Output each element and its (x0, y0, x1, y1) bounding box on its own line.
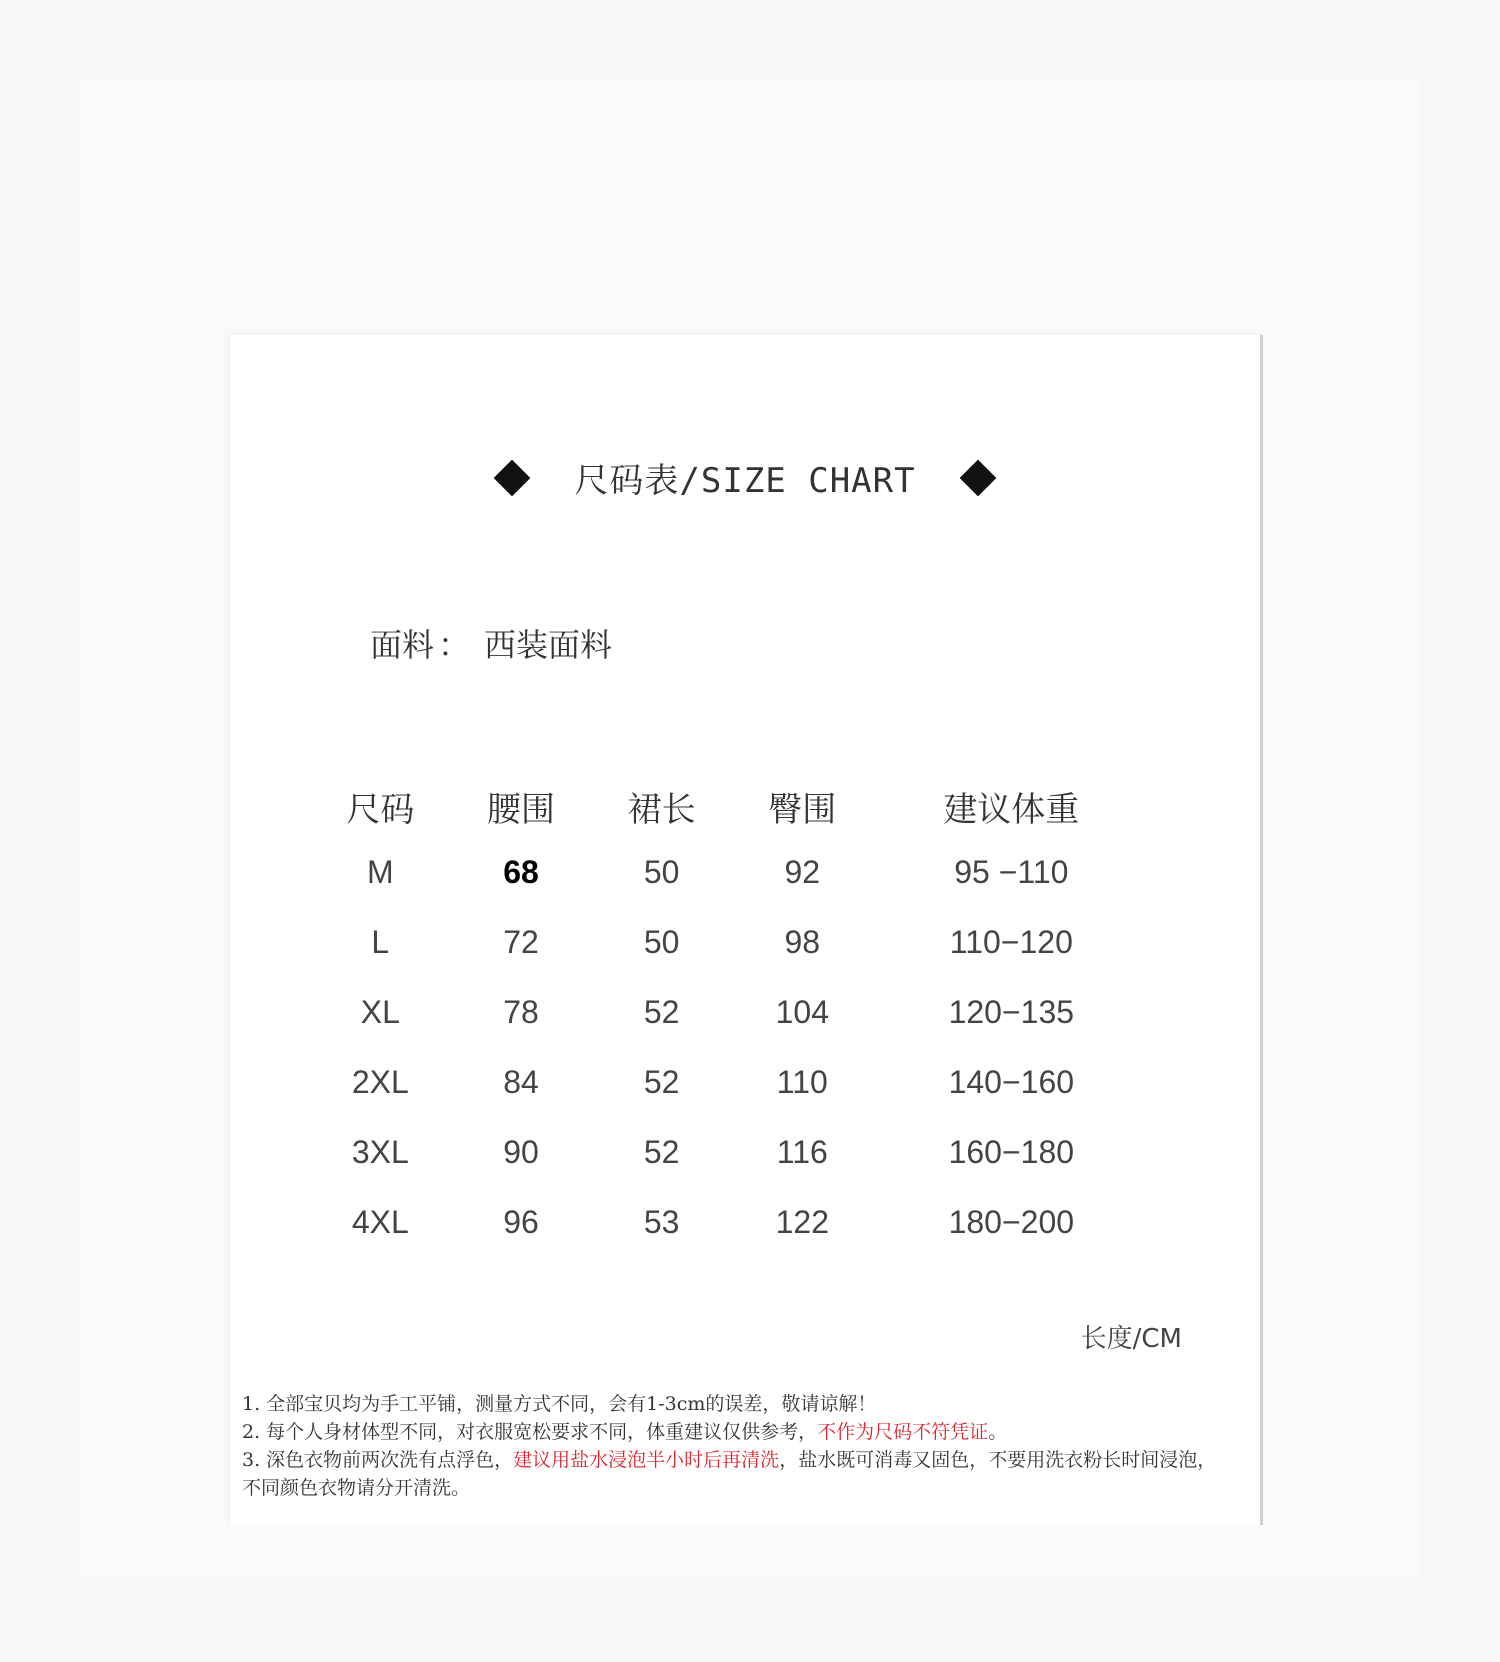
note-3-highlight: 建议用盐水浸泡半小时后再清洗 (513, 1449, 780, 1471)
cell-hip: 98 (784, 923, 821, 960)
cell-skirt-length: 50 (643, 853, 680, 890)
cell-weight: 140−160 (948, 1063, 1075, 1100)
cell-skirt-length: 53 (643, 1203, 680, 1240)
cell-waist: 96 (503, 1203, 539, 1240)
cell-weight: 120−135 (948, 993, 1075, 1030)
cell-waist: 72 (503, 923, 539, 960)
cell-skirt-length: 52 (643, 1063, 680, 1100)
header-skirt-length: 裙长 (627, 789, 696, 830)
cell-skirt-length: 52 (643, 993, 680, 1030)
note-2-text: 2. 每个人身材体型不同，对衣服宽松要求不同，体重建议仅供参考， (242, 1421, 818, 1443)
size-chart-card (230, 335, 1263, 1525)
cell-size: 3XL (351, 1133, 409, 1170)
fabric-separator: ： (438, 626, 471, 664)
table-row (310, 907, 1150, 977)
fabric-value: 西装面料 (484, 626, 613, 664)
note-3-text: 3. 深色衣物前两次洗有点浮色， (242, 1449, 514, 1471)
note-3-end: ，盐水既可消毒又固色，不要用洗衣粉长时间浸泡，不同颜色衣物请分开清洗。 (242, 1449, 1217, 1499)
cell-size: 4XL (351, 1203, 409, 1240)
cell-hip: 122 (775, 1203, 829, 1240)
unit-label: 长度/CM (1080, 1324, 1182, 1354)
header-hip: 臀围 (768, 789, 837, 830)
fabric-label: 面料 (370, 626, 435, 664)
note-1: 1. 全部宝贝均为手工平铺，测量方式不同，会有1-3cm的误差，敬请谅解！ (242, 1393, 877, 1415)
cell-waist: 78 (503, 993, 539, 1030)
table-row (310, 977, 1150, 1047)
header-weight: 建议体重 (943, 789, 1080, 830)
note-2 (242, 1418, 1232, 1446)
cell-skirt-length: 50 (643, 923, 680, 960)
table-row (310, 1047, 1150, 1117)
size-table (310, 775, 1150, 1257)
chart-title-text: 尺码表/SIZE CHART (574, 461, 916, 501)
header-waist: 腰围 (486, 789, 555, 830)
cell-skirt-length: 52 (643, 1133, 680, 1170)
table-row (310, 1117, 1150, 1187)
cell-hip: 110 (776, 1063, 828, 1100)
diamond-right-icon (960, 459, 997, 496)
cell-weight: 180−200 (948, 1203, 1075, 1240)
note-3 (242, 1446, 1232, 1502)
diamond-left-icon (494, 459, 531, 496)
cell-waist: 90 (503, 1133, 539, 1170)
cell-size: M (367, 853, 394, 890)
cell-weight: 95 −110 (954, 853, 1069, 890)
cell-hip: 104 (775, 993, 829, 1030)
notes-block (242, 1390, 1232, 1502)
table-header-row (310, 775, 1150, 837)
cell-weight: 110−120 (949, 923, 1073, 960)
cell-size: L (371, 923, 390, 960)
fabric-line (370, 620, 612, 666)
cell-hip: 92 (784, 853, 821, 890)
cell-weight: 160−180 (948, 1133, 1075, 1170)
note-2-highlight: 不作为尺码不符凭证 (817, 1421, 989, 1443)
cell-waist: 68 (503, 853, 539, 890)
chart-title (230, 453, 1260, 502)
cell-hip: 116 (776, 1133, 828, 1170)
cell-size: XL (360, 993, 400, 1030)
table-row (310, 1187, 1150, 1257)
cell-waist: 84 (503, 1063, 539, 1100)
table-row (310, 837, 1150, 907)
note-2-end: 。 (988, 1421, 1008, 1443)
cell-size: 2XL (351, 1063, 409, 1100)
header-size: 尺码 (346, 789, 415, 830)
